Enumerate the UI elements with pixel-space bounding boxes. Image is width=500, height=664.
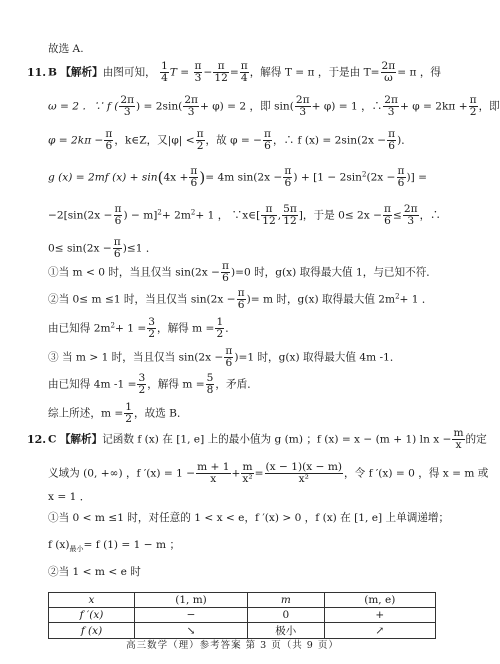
frac <box>206 373 215 396</box>
text: 4x + <box>163 171 189 184</box>
num: m <box>453 427 464 439</box>
num: π <box>397 165 405 177</box>
den: 12 <box>214 72 228 85</box>
q11-case-3-result <box>48 373 258 396</box>
text: ，解得 m = <box>147 378 205 391</box>
den: 6 <box>264 140 271 153</box>
frac <box>263 129 272 152</box>
den: 6 <box>237 299 245 312</box>
text: + <box>231 467 241 480</box>
q12-line-4: ①当 0 < m ≤1 时，对任意的 1 < x < e，f ′(x) > 0 ，f (x) 在 [1, e] 上单调递增； <box>48 512 450 524</box>
text: (2x − <box>366 171 396 184</box>
frac <box>261 204 276 227</box>
den: 2 <box>138 384 146 397</box>
num: π <box>194 60 202 72</box>
frac <box>387 129 396 152</box>
q11-line-4 <box>48 166 427 189</box>
frac <box>283 166 292 189</box>
num: π <box>196 128 204 140</box>
sup: 2 <box>110 321 115 330</box>
den: 12 <box>283 215 297 228</box>
text: 记函数 f (x) 在 [1, e] 上的最小值为 g (m) ；f (x) = x − (m + 1) ln x − <box>102 433 452 446</box>
frac <box>282 204 298 227</box>
num: m + 1 <box>197 461 230 473</box>
den: 2 <box>125 413 133 426</box>
num: 2π <box>184 94 199 106</box>
question-number-12: 12. <box>27 433 47 446</box>
frac <box>469 95 478 118</box>
num: 2π <box>295 94 310 106</box>
den: 2 <box>148 328 155 341</box>
text: ，∴ <box>419 209 441 222</box>
num: 2π <box>381 60 396 72</box>
q11-case-1 <box>48 261 437 284</box>
text: ，解得 T = π ，于是由 T= <box>249 66 380 79</box>
num: π <box>284 165 292 177</box>
den: x <box>452 439 464 451</box>
table-cell: x <box>49 593 135 608</box>
text: + φ = 2kπ + <box>399 100 468 113</box>
den: 8 <box>206 384 214 397</box>
text: ①当 m < 0 时，当且仅当 sin(2x − <box>48 266 220 279</box>
text: + 1 = <box>115 322 147 335</box>
num: 1 <box>161 60 168 72</box>
sup: 2 <box>361 170 367 179</box>
frac <box>224 346 233 369</box>
den: x <box>196 473 230 485</box>
q12-line-2 <box>48 462 488 485</box>
frac <box>237 288 246 311</box>
sup: 2 <box>157 208 162 217</box>
num: (x − 1)(x − m) <box>265 461 343 473</box>
den: 6 <box>114 215 122 228</box>
frac <box>215 317 224 340</box>
text: ≤ <box>393 209 402 222</box>
den: 3 <box>119 106 135 118</box>
q12-line-6: ②当 1 < m < e 时 <box>48 566 141 578</box>
frac <box>114 204 123 227</box>
num: 1 <box>216 316 224 328</box>
frac <box>113 237 122 260</box>
sup: 2 <box>395 292 400 301</box>
frac <box>124 402 133 425</box>
den: 4 <box>161 72 168 85</box>
text: + φ) = 1 ，∴ <box>311 100 383 113</box>
text: ，故选 B． <box>134 407 188 420</box>
den: 3 <box>383 106 399 118</box>
text: 由已知得 4m -1 = <box>48 378 137 391</box>
text: ③ 当 m > 1 时，当且仅当 sin(2x − <box>48 351 224 364</box>
frac <box>241 462 253 485</box>
text: )=1 时，g(x) 取得最大值 4m -1． <box>234 351 401 364</box>
frac <box>213 61 228 84</box>
frac <box>295 95 311 118</box>
frac <box>383 95 399 118</box>
q12-tag: 【解析】 <box>59 433 103 446</box>
q11-conclusion <box>48 402 188 425</box>
table-cell: f ′(x) <box>49 608 135 623</box>
frac <box>196 462 230 485</box>
den: 6 <box>384 215 391 228</box>
text: + 1 ， ∵x∈[ <box>195 209 261 222</box>
den: x² <box>265 473 344 485</box>
frac <box>381 61 397 84</box>
q11-line-3 <box>48 129 412 152</box>
text: )] = <box>406 171 428 184</box>
frac <box>183 95 199 118</box>
text: ②当 0≤ m ≤1 时，当且仅当 sin(2x − <box>48 293 236 306</box>
table-cell: (1, m) <box>135 593 248 608</box>
text: ω = 2 ．∵ f ( <box>48 100 119 113</box>
q11-line-5: −2[sin(2x − $\frac{\pi}{6}$ ) − $m]^2+ 2m^2+ 1$ ， ∵x∈[ $\frac{\pi}{12}$ , $\frac{5\pi}{12}$ ]，于是 0≤ 2x − $\frac{\pi}{6}$ ≤ $\frac{2\pi}{3}$ ，∴ <box>48 203 441 228</box>
den: 3 <box>403 215 419 227</box>
frac <box>452 428 464 451</box>
den: x² <box>242 473 253 486</box>
num: π <box>114 203 122 215</box>
table-cell: 极小 <box>248 623 324 639</box>
page-footer: 高三数学（理）参考答案 第 3 页（共 9 页） <box>126 640 339 651</box>
num: π <box>264 128 271 140</box>
q12-answer: C <box>48 433 57 446</box>
frac <box>383 204 392 227</box>
text: + φ) = 2 ，即 sin( <box>200 100 294 113</box>
num: π <box>237 287 245 299</box>
table-cell: + <box>324 608 435 623</box>
den: 2 <box>216 328 224 341</box>
text: 的定 <box>465 433 487 446</box>
den: 2 <box>469 106 477 119</box>
question-number-11: 11. <box>27 66 47 79</box>
q11-tag: 【解析】 <box>60 66 103 79</box>
text: −2[sin(2x − <box>48 209 113 222</box>
den: 6 <box>388 140 396 153</box>
table-row <box>49 608 436 623</box>
q11-case-3 <box>48 346 400 369</box>
text: g (x) = 2mf (x) + sin <box>48 171 158 184</box>
den: 4 <box>240 72 248 85</box>
text: + 2m <box>161 209 191 222</box>
den: 12 <box>262 215 276 228</box>
frac <box>160 61 169 84</box>
text: )≤1 ． <box>122 242 157 255</box>
text: )= m 时，g(x) 取得最大值 2m <box>246 293 396 306</box>
den: 2 <box>196 140 204 153</box>
text: ]，于是 0≤ 2x − <box>298 209 383 222</box>
num: π <box>113 236 121 248</box>
frac <box>403 204 419 227</box>
num: π <box>222 260 229 272</box>
num: π <box>240 60 248 72</box>
frac <box>147 317 156 340</box>
q11-case-2 <box>48 288 433 311</box>
frac <box>104 129 113 152</box>
den: 6 <box>105 140 113 153</box>
table-cell: 0 <box>248 608 324 623</box>
text: ，k∈Z，又|φ| < <box>114 134 195 147</box>
text: 义域为 (0, +∞) ，f ′(x) = 1 − <box>48 467 196 480</box>
text: = <box>254 467 264 480</box>
text: f (x) <box>48 539 70 551</box>
frac <box>240 61 249 84</box>
q11-line-1: B 【解析】由图可知， $\frac{1}{4}$ T = $\frac{\pi}{3}$ − $\frac{\pi}{12}$ = $\frac{\pi}{4}$ ，解得 T = π ，于是由 T= $\frac{2\pi}{\omega}$ = π ，得 <box>48 60 442 85</box>
text: ，解得 m = <box>156 322 215 335</box>
table-row <box>49 593 436 608</box>
text: = f (1) = 1 − m ； <box>83 539 181 551</box>
table-cell: ↗ <box>324 623 435 639</box>
text: = 4m sin(2x − <box>205 171 283 184</box>
den: ω <box>381 72 397 84</box>
num: m <box>242 461 253 473</box>
subscript: 最小 <box>69 545 84 553</box>
table-cell: ↘ <box>135 623 248 639</box>
den: 3 <box>183 106 199 118</box>
frac <box>196 129 205 152</box>
num: π <box>469 94 477 106</box>
den: 6 <box>284 177 292 190</box>
table-cell: (m, e) <box>324 593 435 608</box>
num: 1 <box>125 401 133 413</box>
num: 2π <box>384 94 398 106</box>
num: π <box>217 60 225 72</box>
q12-line-5 <box>48 540 180 554</box>
frac <box>137 373 146 396</box>
text: )． <box>397 134 412 147</box>
previous-answer-tail: 故选 A. <box>48 43 84 55</box>
num: 3 <box>138 372 146 384</box>
text: 由已知得 2m <box>48 322 111 335</box>
num: 2π <box>120 94 135 106</box>
num: π <box>105 128 113 140</box>
q12-line-1 <box>48 428 487 451</box>
num: π <box>225 345 233 357</box>
den: 3 <box>295 106 311 118</box>
text: + 1 ． <box>399 293 433 306</box>
paren: ) <box>199 168 206 187</box>
q11-case-2-result <box>48 317 236 340</box>
den: 6 <box>222 272 229 285</box>
num: 2π <box>403 203 418 215</box>
q12-line-3: x = 1 ． <box>48 491 91 503</box>
sup: 2 <box>190 208 196 217</box>
num: π <box>384 203 391 215</box>
den: 6 <box>190 177 198 190</box>
text: ) − m] <box>123 209 158 222</box>
q11-line-2 <box>48 95 500 118</box>
q11-line-6 <box>48 237 156 260</box>
text: φ = 2kπ − <box>48 134 104 147</box>
num: π <box>265 203 273 215</box>
text: ，即 <box>478 100 500 113</box>
den: 6 <box>225 357 233 370</box>
table-cell: m <box>248 593 324 608</box>
den: 3 <box>194 72 202 85</box>
text: ，∴ f (x) = 2sin(2x − <box>272 134 387 147</box>
frac <box>189 166 198 189</box>
text: ) + [1 − 2sin <box>293 171 362 184</box>
frac <box>221 261 230 284</box>
text: ，矛盾． <box>215 378 258 391</box>
text: = π ，得 <box>397 66 442 79</box>
text: ，令 f ′(x) = 0 ，得 x = m 或 <box>344 467 489 480</box>
den: 6 <box>397 177 405 190</box>
frac <box>194 61 203 84</box>
den: 6 <box>113 248 121 261</box>
num: 5 <box>206 372 214 384</box>
frac <box>397 166 406 189</box>
text: 综上所述，m = <box>48 407 124 420</box>
text: )=0 时，g(x) 取得最大值 1，与已知不符． <box>230 266 437 279</box>
text: T = <box>169 66 190 79</box>
variation-table <box>48 592 436 639</box>
text: 0≤ sin(2x − <box>48 242 112 255</box>
text: ，故 φ = − <box>205 134 263 147</box>
q11-answer: B <box>48 66 57 79</box>
q11-intro: 由图可知， <box>102 66 156 79</box>
text: ． <box>225 322 236 335</box>
num: π <box>190 165 198 177</box>
frac <box>265 462 344 485</box>
num: π <box>388 128 396 140</box>
table-cell: f (x) <box>49 623 135 639</box>
frac <box>119 95 135 118</box>
text: ) = 2sin( <box>136 100 183 113</box>
table-cell: − <box>135 608 248 623</box>
paren: ( <box>157 168 164 187</box>
num: 5π <box>283 203 297 215</box>
num: 3 <box>148 316 155 328</box>
